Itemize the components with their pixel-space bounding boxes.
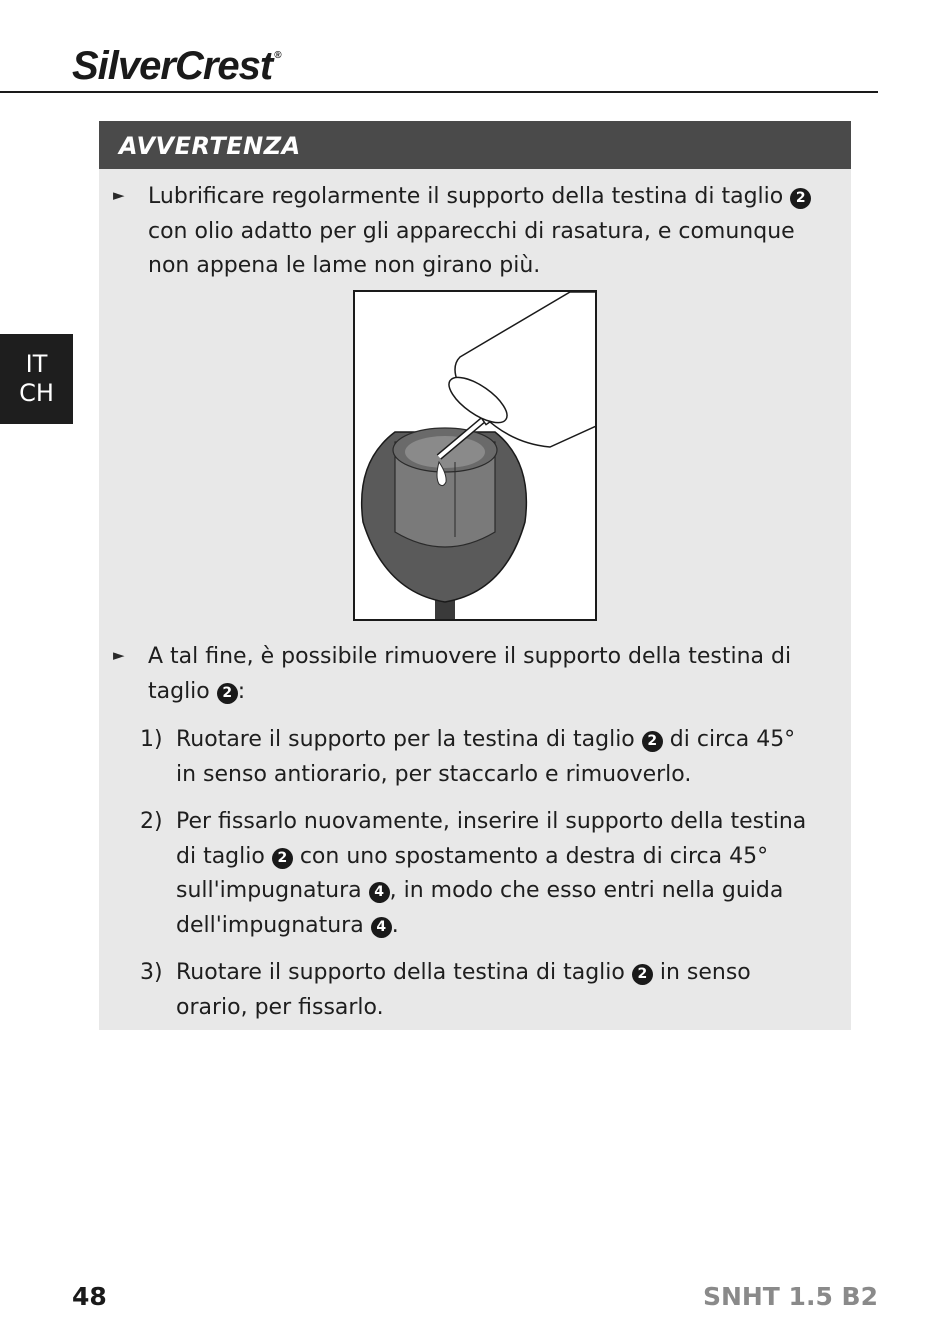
part-badge-2: 2 bbox=[790, 188, 811, 209]
part-badge-4: 4 bbox=[371, 917, 392, 938]
part-badge-2: 2 bbox=[642, 731, 663, 752]
part-badge-4: 4 bbox=[369, 882, 390, 903]
step-number: 2) bbox=[140, 809, 163, 834]
step-text: Ruotare il supporto per la testina di taglio 2 di circa 45° in senso antiorario, per staccarlo e rimuoverlo. bbox=[176, 727, 796, 787]
step-number: 1) bbox=[140, 727, 163, 752]
registered-mark: ® bbox=[274, 50, 281, 61]
part-badge-2: 2 bbox=[217, 683, 238, 704]
model-number: SNHT 1.5 B2 bbox=[702, 1282, 878, 1311]
step-text: Ruotare il supporto della testina di taglio 2 in senso orario, per fissarlo. bbox=[176, 960, 751, 1020]
lubrication-illustration bbox=[353, 290, 597, 621]
brand-logo: SilverCrest ® bbox=[72, 44, 281, 88]
language-code-ch: CH bbox=[19, 379, 54, 407]
step-text: Per fissarlo nuovamente, inserire il supporto della testina di taglio 2 con uno spostamento a destra di circa 45° sull'impugnatura 4 , in modo che esso entri nella guida dell'impugnatura 4 . bbox=[176, 809, 807, 938]
part-badge-2: 2 bbox=[272, 848, 293, 869]
bullet1-text: Lubrificare regolarmente il supporto della testina di taglio 2 con olio adatto per gli apparecchi di rasatura, e comunque non appena le lame non girano più. bbox=[148, 180, 828, 284]
language-tab bbox=[0, 334, 73, 424]
bullet2-text: A tal fine, è possibile rimuovere il supporto della testina di taglio 2 : bbox=[148, 644, 792, 704]
bullet-triangle-icon: ► bbox=[113, 186, 125, 204]
warning-title: AVVERTENZA bbox=[99, 121, 851, 169]
page-number: 48 bbox=[72, 1282, 107, 1311]
part-badge-2: 2 bbox=[632, 964, 653, 985]
oil-tube-shaver-head-icon bbox=[355, 292, 595, 619]
header-rule bbox=[0, 91, 878, 93]
bullet-triangle-icon: ► bbox=[113, 646, 125, 664]
language-code-it: IT bbox=[25, 350, 48, 378]
step-number: 3) bbox=[140, 960, 163, 985]
